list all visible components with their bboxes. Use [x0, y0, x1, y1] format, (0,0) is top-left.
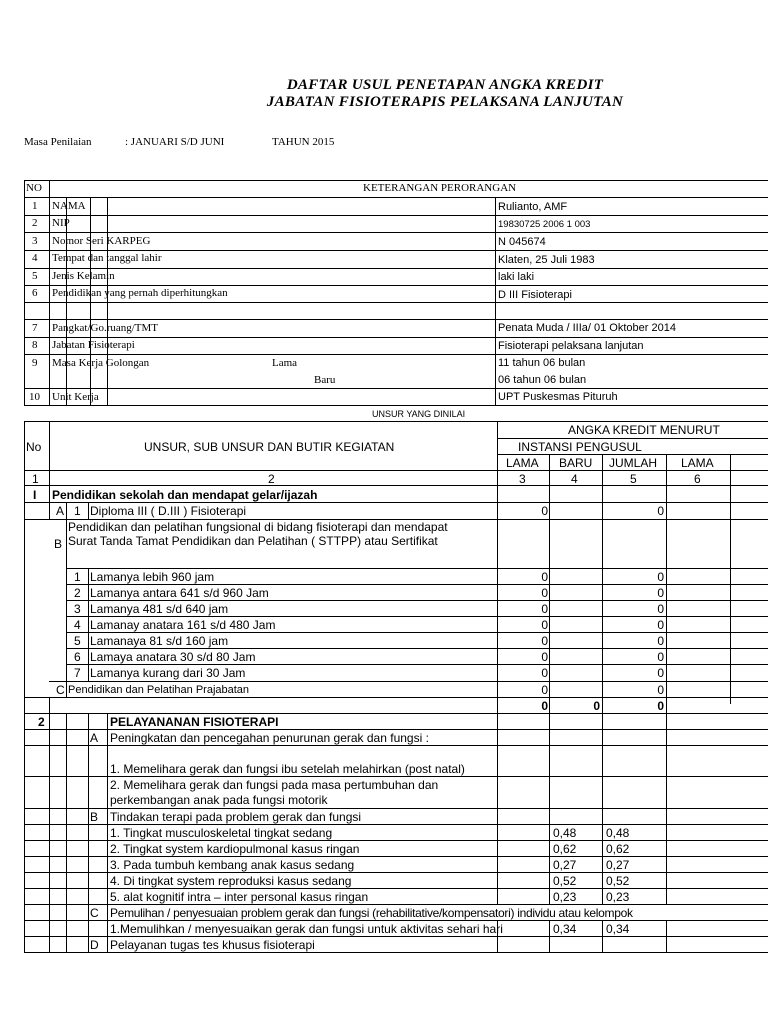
item-label: 2. Tingkat system kardiopulmonal kasus ringan [110, 842, 360, 856]
item-label: Lamanya lebih 960 jam [90, 570, 215, 584]
section2-a-label: Peningkatan dan pencegahan penurunan gerak dan fungsi : [110, 731, 429, 745]
section2-b-label: Tindakan terapi pada problem gerak dan fungsi [110, 810, 362, 824]
masa-penilaian-label: Masa Penilaian [24, 136, 92, 148]
personal-row-value: Rulianto, AMF [498, 201, 568, 213]
personal-row-label: Tempat dan tanggal lahir [52, 252, 162, 264]
section2-no: 2 [38, 715, 45, 729]
item-jumlah: 0 [657, 666, 664, 680]
masa-penilaian-value: : JANUARI S/D JUNI [125, 136, 225, 148]
personal-row-label: Jabatan Fisioterapi [52, 339, 135, 351]
section2-a-item2-line1: 2. Memelihara gerak dan fungsi pada masa pertumbuhan dan [110, 778, 439, 792]
item-label: 1. Tingkat musculoskeletal tingkat sedang [110, 826, 333, 840]
col-jumlah-header: JUMLAH [609, 456, 658, 470]
personal-row-value: 11 tahun 06 bulan [498, 357, 586, 369]
item-label: Lamanya antara 641 s/d 960 Jam [90, 586, 269, 600]
personal-row-no: 1 [32, 200, 38, 212]
section1-a-jumlah: 0 [657, 504, 664, 518]
item-label: Lamaya anatara 30 s/d 80 Jam [90, 650, 256, 664]
item-lama: 0 [541, 618, 548, 632]
col-number: 5 [630, 472, 637, 486]
item-label: 3. Pada tumbuh kembang anak kasus sedang [110, 858, 355, 872]
col-baru-header: BARU [559, 456, 593, 470]
angka-kredit-header: ANGKA KREDIT MENURUT [568, 423, 720, 437]
item-num: 3 [74, 602, 81, 616]
personal-row-value: laki laki [498, 271, 535, 283]
item-baru: 0,23 [553, 890, 577, 904]
section1-b-text-line2: Surat Tanda Tamat Pendidikan dan Pelatihan ( STTPP) atau Sertifikat [68, 534, 438, 548]
col-number: 4 [571, 472, 578, 486]
section2-c-baru: 0,34 [553, 922, 577, 936]
item-lama: 0 [541, 602, 548, 616]
document-title-line1: DAFTAR USUL PENETAPAN ANGKA KREDIT [286, 77, 604, 93]
item-lama: 0 [541, 570, 548, 584]
section2-a-item2-line2: perkembangan anak pada fungsi motorik [110, 793, 328, 807]
section1-c-label: Pendidikan dan Pelatihan Prajabatan [68, 684, 250, 696]
item-num: 5 [74, 634, 81, 648]
personal-row-no: 5 [32, 270, 38, 282]
item-lama: 0 [541, 634, 548, 648]
personal-row-label: Masa Kerja Golongan [52, 357, 150, 369]
personal-row-value: UPT Puskesmas Pituruh [498, 391, 618, 403]
section2-a-item1: 1. Memelihara gerak dan fungsi ibu setelah melahirkan (post natal) [110, 762, 465, 776]
col-number: 6 [694, 472, 701, 486]
personal-row-value: Klaten, 25 Juli 1983 [498, 254, 595, 266]
col-number: 3 [519, 472, 526, 486]
section1-a-letter: A [56, 504, 65, 518]
personal-row-label: NAMA [52, 200, 86, 212]
personal-row-value: N 045674 [498, 236, 546, 248]
personal-row-no: 2 [32, 217, 38, 229]
personal-row-no: 7 [32, 322, 38, 334]
item-jumlah: 0 [657, 618, 664, 632]
item-lama: 0 [541, 586, 548, 600]
personal-keterangan-header: KETERANGAN PERORANGAN [363, 182, 517, 194]
item-jumlah: 0 [657, 602, 664, 616]
item-num: 4 [74, 618, 81, 632]
unsur-no-header: No [26, 440, 42, 454]
item-jumlah: 0,23 [606, 890, 630, 904]
item-jumlah: 0,48 [606, 826, 630, 840]
personal-row-label: Pendidikan yang pernah diperhitungkan [52, 287, 228, 299]
personal-row-label: Unit Kerja [52, 391, 99, 403]
section1-no: I [33, 488, 37, 502]
item-label: 4. Di tingkat system reproduksi kasus sedang [110, 874, 352, 888]
section1-c-jumlah: 0 [657, 683, 664, 697]
item-jumlah: 0 [657, 570, 664, 584]
col-number: 1 [32, 472, 39, 486]
item-jumlah: 0 [657, 650, 664, 664]
unsur-section-title: UNSUR YANG DINILAI [372, 409, 466, 419]
personal-row-no: 4 [32, 252, 38, 264]
section1-b-letter: B [54, 537, 63, 551]
personal-row-no: 6 [32, 287, 38, 299]
personal-row-value: Fisioterapi pelaksana lanjutan [498, 340, 644, 352]
section2-a-letter: A [90, 731, 99, 745]
item-label: Lamanay anatara 161 s/d 480 Jam [90, 618, 276, 632]
personal-row-sublabel: Baru [314, 374, 336, 386]
item-label: Lamanaya 81 s/d 160 jam [90, 634, 229, 648]
personal-no-header: NO [26, 182, 42, 194]
instansi-pengusul-header: INSTANSI PENGUSUL [518, 440, 642, 454]
section1-b-text-line1: Pendidikan dan pelatihan fungsional di bidang fisioterapi dan mendapat [68, 520, 448, 534]
personal-row-value: 19830725 2006 1 003 [498, 219, 591, 230]
personal-row-value: D III Fisioterapi [498, 289, 572, 301]
item-jumlah: 0,62 [606, 842, 630, 856]
tahun-value: TAHUN 2015 [272, 136, 335, 148]
personal-row-no: 10 [29, 391, 40, 403]
item-baru: 0,27 [553, 858, 577, 872]
item-lama: 0 [541, 650, 548, 664]
item-num: 1 [74, 570, 81, 584]
item-num: 2 [74, 586, 81, 600]
personal-row-value: Penata Muda / IIIa/ 01 Oktober 2014 [498, 322, 676, 334]
section1-total-baru: 0 [593, 699, 600, 713]
item-label: Lamanya kurang dari 30 Jam [90, 666, 246, 680]
personal-row-value: 06 tahun 06 bulan [498, 374, 587, 386]
section1-title: Pendidikan sekolah dan mendapat gelar/ijazah [52, 488, 318, 502]
section2-c-letter: C [90, 906, 99, 920]
personal-row-label: Pangkat/Go.ruang/TMT [52, 322, 159, 334]
item-baru: 0,52 [553, 874, 577, 888]
item-num: 6 [74, 650, 81, 664]
section2-c-jumlah: 0,34 [606, 922, 630, 936]
item-jumlah: 0 [657, 586, 664, 600]
section1-a-num: 1 [74, 504, 81, 518]
item-baru: 0,62 [553, 842, 577, 856]
col-lama-header: LAMA [506, 456, 539, 470]
section2-b-letter: B [90, 810, 99, 824]
section2-d-letter: D [90, 938, 99, 952]
item-label: Lamanya 481 s/d 640 jam [90, 602, 229, 616]
personal-row-no: 9 [32, 357, 38, 369]
section1-total-jumlah: 0 [657, 699, 664, 713]
item-label: 5. alat kognitif intra – inter personal kasus ringan [110, 890, 369, 904]
section2-d-label: Pelayanan tugas tes khusus fisioterapi [110, 938, 315, 952]
item-jumlah: 0,52 [606, 874, 630, 888]
item-baru: 0,48 [553, 826, 577, 840]
section2-c-item: 1.Memulihkan / menyesuaikan gerak dan fungsi untuk aktivitas sehari hari [110, 922, 503, 936]
section1-c-letter: C [56, 683, 65, 697]
item-jumlah: 0,27 [606, 858, 630, 872]
item-jumlah: 0 [657, 634, 664, 648]
section1-a-label: Diploma III ( D.III ) Fisioterapi [90, 504, 247, 518]
personal-row-no: 8 [32, 339, 38, 351]
personal-row-sublabel: Lama [272, 357, 298, 369]
item-lama: 0 [541, 666, 548, 680]
col-lama2-header: LAMA [681, 456, 714, 470]
section1-c-lama: 0 [541, 683, 548, 697]
personal-row-label: Jenis Kelamin [52, 270, 115, 282]
personal-row-label: NIP [52, 217, 70, 229]
section1-total-lama: 0 [541, 699, 548, 713]
section2-c-label: Pemulihan / penyesuaian problem gerak dan fungsi (rehabilitative/kompensatori) individu atau kelompok [110, 906, 633, 920]
item-num: 7 [74, 666, 81, 680]
personal-row-label: Nomor Seri KARPEG [52, 235, 151, 247]
section1-a-lama: 0 [541, 504, 548, 518]
col-number: 2 [268, 472, 275, 486]
section2-title: PELAYANANAN FISIOTERAPI [110, 715, 279, 729]
personal-row-no: 3 [32, 235, 38, 247]
unsur-title-header: UNSUR, SUB UNSUR DAN BUTIR KEGIATAN [144, 440, 395, 454]
document-title-line2: JABATAN FISIOTERAPIS PELAKSANA LANJUTAN [266, 94, 624, 110]
